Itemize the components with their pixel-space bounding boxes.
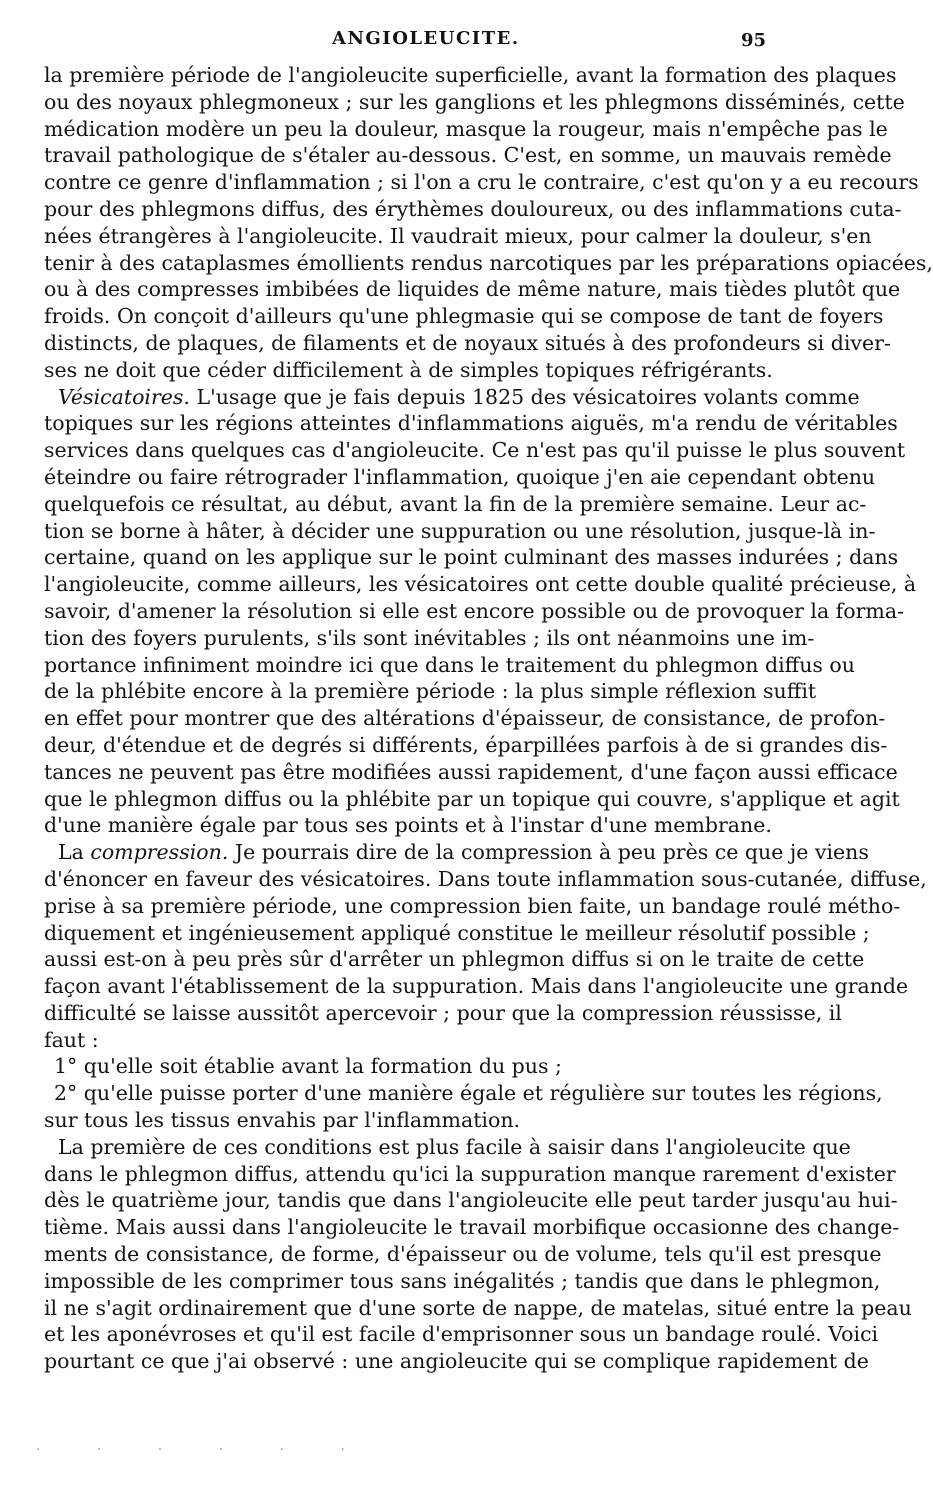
text-line: impossible de les comprimer tous sans inégalités ; tandis que dans le phlegmon, bbox=[44, 1268, 881, 1293]
text-line: façon avant l'établissement de la suppuration. Mais dans l'angioleucite une grande bbox=[44, 974, 909, 999]
text-line bbox=[44, 839, 869, 866]
section-heading-vesicatoires: Vésicatoires. bbox=[58, 384, 190, 409]
body-text bbox=[44, 62, 933, 1375]
text-line: la première période de l'angioleucite superficielle, avant la formation des plaques bbox=[44, 63, 897, 87]
text-line: services dans quelques cas d'angioleucite. Ce n'est pas qu'il puisse le plus souvent bbox=[44, 438, 906, 463]
text-line: portance infiniment moindre ici que dans le traitement du phlegmon diffus ou bbox=[44, 652, 855, 677]
text-line: nées étrangères à l'angioleucite. Il vaudrait mieux, pour calmer la douleur, s'en bbox=[44, 223, 872, 248]
text-line: et les aponévroses et qu'il est facile d'emprisonner sous un bandage roulé. Voici bbox=[44, 1322, 879, 1347]
text-line: contre ce genre d'inflammation ; si l'on a cru le contraire, c'est qu'on y a eu recours bbox=[44, 170, 919, 195]
text-line: La première de ces conditions est plus facile à saisir dans l'angioleucite que bbox=[58, 1134, 851, 1159]
list-item bbox=[44, 1080, 883, 1134]
running-head bbox=[0, 28, 800, 52]
text-run: Je pourrais dire de la compression à peu près ce que je viens bbox=[228, 840, 869, 865]
text-line: diquement et ingénieusement appliqué constitue le meilleur résolutif possible ; bbox=[44, 920, 870, 945]
paragraph-conditions bbox=[44, 1134, 912, 1375]
text-line: dès le quatrième jour, tandis que dans l'angioleucite elle peut tarder jusqu'au hui- bbox=[44, 1188, 898, 1213]
text-line: distincts, de plaques, de filaments et de noyaux situés à des profondeurs si diver- bbox=[44, 330, 891, 355]
text-line: ou des noyaux phlegmoneux ; sur les ganglions et les phlegmons disséminés, cette bbox=[44, 89, 905, 114]
text-line: tième. Mais aussi dans l'angioleucite le travail morbifique occasionne des change- bbox=[44, 1215, 900, 1240]
paragraph-compression bbox=[44, 839, 927, 1053]
text-line: ou à des compresses imbibées de liquides de même nature, mais tièdes plutôt que bbox=[44, 277, 901, 302]
text-line: d'énoncer en faveur des vésicatoires. Dans toute inflammation sous-cutanée, diffuse, bbox=[44, 866, 927, 891]
text-line: l'angioleucite, comme ailleurs, les vésicatoires ont cette double qualité précieuse, à bbox=[44, 572, 917, 597]
text-line: difficulté se laisse aussitôt apercevoir ; pour que la compression réussisse, il bbox=[44, 1000, 842, 1025]
text-line: dans le phlegmon diffus, attendu qu'ici la suppuration manque rarement d'exister bbox=[44, 1161, 896, 1186]
text-line: ses ne doit que céder difficilement à de simples topiques réfrigérants. bbox=[44, 357, 773, 382]
section-heading-compression: compression. bbox=[90, 840, 229, 865]
text-line: 2° qu'elle puisse porter d'une manière égale et régulière sur toutes les régions, bbox=[54, 1081, 883, 1106]
running-title: ANGIOLEUCITE. bbox=[332, 28, 520, 49]
paragraph-vesicatoires bbox=[44, 384, 917, 840]
text-line: pour des phlegmons diffus, des érythèmes douloureux, ou des inflammations cuta- bbox=[44, 196, 902, 221]
page-number: 95 bbox=[740, 30, 766, 51]
text-line: tances ne peuvent pas être modifiées aussi rapidement, d'une façon aussi efficace bbox=[44, 759, 898, 784]
text-run: L'usage que je fais depuis 1825 des vésicatoires volants comme bbox=[189, 384, 860, 409]
list-item bbox=[44, 1053, 766, 1080]
text-line: savoir, d'amener la résolution si elle est encore possible ou de provoquer la forma- bbox=[44, 598, 904, 623]
text-line: quelquefois ce résultat, au début, avant la fin de la première semaine. Leur ac- bbox=[44, 491, 867, 516]
paragraph-continuation bbox=[44, 62, 933, 384]
text-line: que le phlegmon diffus ou la phlébite par un topique qui couvre, s'applique et agit bbox=[44, 786, 900, 811]
text-line: froids. On conçoit d'ailleurs qu'une phlegmasie qui se compose de tant de foyers bbox=[44, 304, 884, 329]
text-line bbox=[44, 384, 860, 411]
text-line: pourtant ce que j'ai observé : une angioleucite qui se complique rapidement de bbox=[44, 1349, 869, 1374]
text-line: il ne s'agit ordinairement que d'une sorte de nappe, de matelas, situé entre la peau bbox=[44, 1295, 912, 1320]
text-line: ments de consistance, de forme, d'épaisseur ou de volume, tels qu'il est presque bbox=[44, 1242, 882, 1267]
text-line: deur, d'étendue et de degrés si différents, éparpillées parfois à de si grandes dis- bbox=[44, 732, 888, 757]
text-line: de la phlébite encore à la première période : la plus simple réflexion suffit bbox=[44, 679, 817, 704]
text-line: aussi est-on à peu près sûr d'arrêter un phlegmon diffus si on le traite de cette bbox=[44, 947, 865, 972]
text-line: certaine, quand on les applique sur le point culminant des masses indurées ; dans bbox=[44, 545, 899, 570]
text-line: tion se borne à hâter, à décider une suppuration ou une résolution, jusque-là in- bbox=[44, 518, 876, 543]
text-line: sur tous les tissus envahis par l'inflammation. bbox=[44, 1108, 521, 1133]
text-line: prise à sa première période, une compression bien faite, un bandage roulé métho- bbox=[44, 893, 901, 918]
text-line: tion des foyers purulents, s'ils sont inévitables ; ils ont néanmoins une im- bbox=[44, 625, 815, 650]
text-line: d'une manière égale par tous ses points et à l'instar d'une membrane. bbox=[44, 813, 772, 838]
text-line: faut : bbox=[44, 1027, 99, 1052]
text-run: La bbox=[58, 840, 91, 865]
text-line: en effet pour montrer que des altérations d'épaisseur, de consistance, de profon- bbox=[44, 706, 886, 731]
text-line: médication modère un peu la douleur, masque la rougeur, mais n'empêche pas le bbox=[44, 116, 888, 141]
scan-artifact-dots: · · · · · · bbox=[36, 1442, 371, 1458]
text-line: travail pathologique de s'étaler au-dessous. C'est, en somme, un mauvais remède bbox=[44, 143, 892, 168]
text-line: 1° qu'elle soit établie avant la formation du pus ; bbox=[54, 1054, 562, 1079]
text-line: éteindre ou faire rétrograder l'inflammation, quoique j'en aie cependant obtenu bbox=[44, 464, 876, 489]
text-line: topiques sur les régions atteintes d'inflammations aiguës, m'a rendu de véritables bbox=[44, 411, 898, 436]
text-line: tenir à des cataplasmes émollients rendus narcotiques par les préparations opiacées, bbox=[44, 250, 933, 275]
